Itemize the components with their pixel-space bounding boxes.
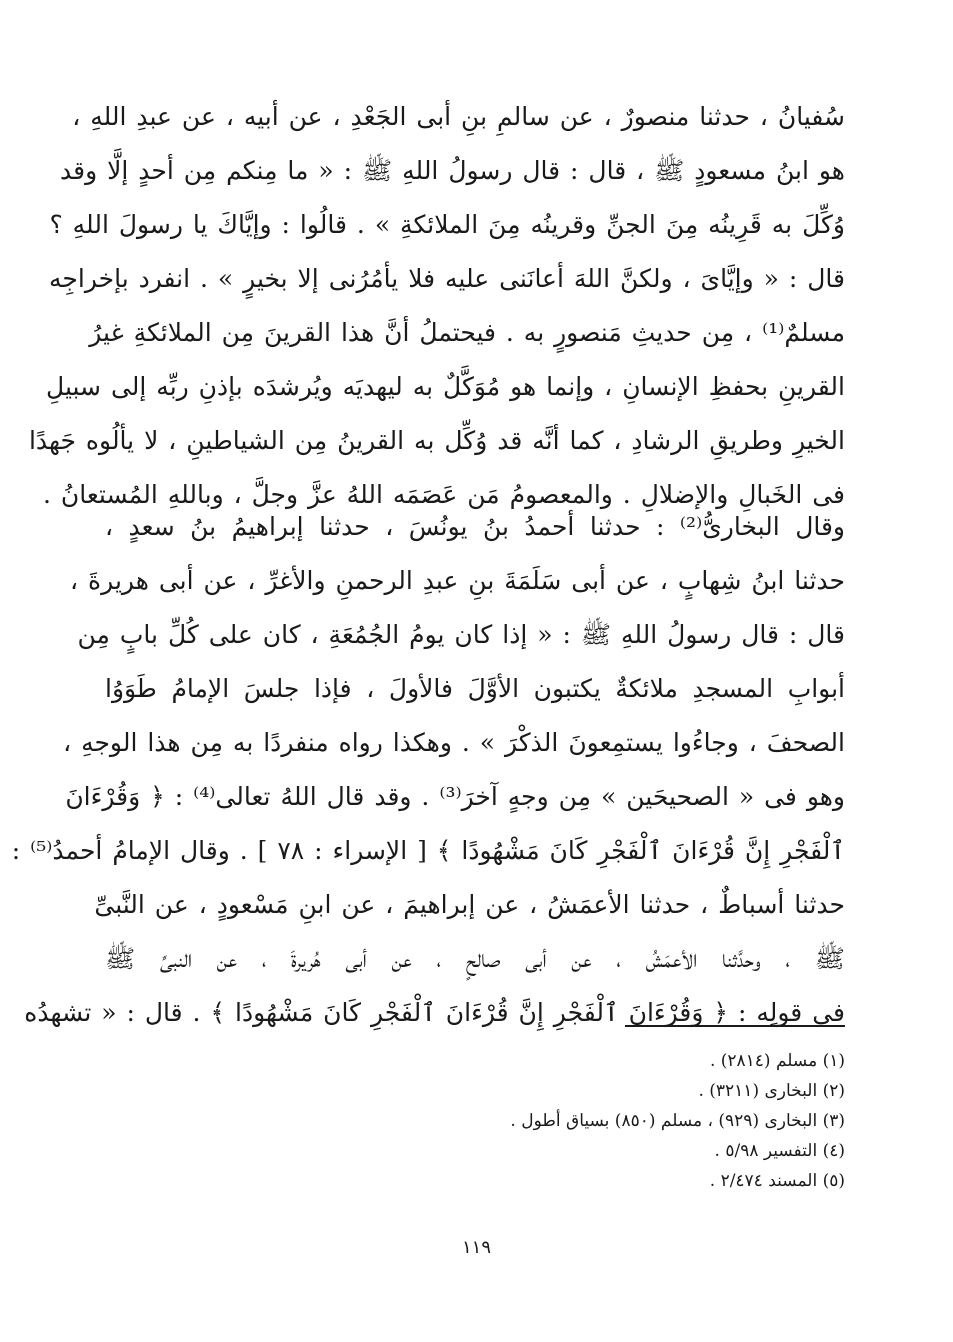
body-paragraph-2 — [11, 500, 845, 1040]
text-line: ٱلْفَجْرِ إِنَّ قُرْءَانَ ٱلْفَجْرِ كَانَ مَشْهُودًا ﴾ [ الإسراء : ٧٨ ] . وقال الإمامُ أحمدُ⁽⁵⁾ : — [11, 836, 845, 865]
text-line: سُفيانُ ، حدثنا منصورٌ ، عن سالمِ بنِ أبى الجَعْدِ ، عن أبيه ، عن عبدِ اللهِ ، — [72, 102, 845, 131]
footnote-separator — [625, 1025, 845, 1027]
page-number: ١١٩ — [461, 1237, 491, 1258]
body-paragraph-1 — [28, 90, 845, 522]
text-line: حدثنا ابنُ شِهابٍ ، عن أبى سَلَمَةَ بنِ عبدِ الرحمنِ والأغرِّ ، عن أبى هريرةَ ، — [70, 566, 845, 595]
text-line: الخيرِ وطريقِ الرشادِ ، كما أنَّه قد وُكِّل به القرينُ مِن الشياطينِ ، لا يألُوه جَهدًا — [28, 426, 845, 455]
text-line: هو ابنُ مسعودٍ ﷺ ، قال : قال رسولُ اللهِ ﷺ : « ما مِنكم مِن أحدٍ إلَّا وقد — [60, 156, 845, 185]
text-line: الصحفَ ، وجاءُوا يستمِعونَ الذكْرَ » . وهكذا رواه منفردًا به مِن هذا الوجهِ ، — [63, 728, 845, 757]
text-line: قال : قال رسولُ اللهِ ﷺ : « إذا كان يومُ الجُمُعَةِ ، كان على كُلِّ بابٍ مِن — [77, 620, 845, 649]
footnote: (٤) التفسير ٥/٩٨ . — [714, 1141, 845, 1161]
text-line: قال : « وإيَّاىَ ، ولكنَّ اللهَ أعانَنى عليه فلا يأمُرُنى إلا بخيرٍ » . انفرد بإخراجِه — [49, 264, 845, 293]
text-line: وُكِّلَ به قَرِينُه مِنَ الجنِّ وقرينُه مِنَ الملائكةِ » . قالُوا : وإيَّاكَ يا رسولَ اللهِ ؟ — [49, 210, 845, 239]
text-line: وهو فى « الصحيحَين » مِن وجهٍ آخرَ⁽³⁾ . وقد قال اللهُ تعالى⁽⁴⁾ : ﴿ وَقُرْءَانَ — [65, 782, 845, 811]
text-line: أبوابِ المسجدِ ملائكةٌ يكتبون الأوَّلَ فالأولَ ، فإذا جلسَ الإمامُ طَوَوُا — [105, 674, 845, 703]
footnote: (٢) البخارى (٣٢١١) . — [698, 1081, 845, 1101]
text-line: القرينِ بحفظِ الإنسانِ ، وإنما هو مُوَكَّلٌ به ليهديَه ويُرشدَه بإذنِ ربِّه إلى سبيلِ — [46, 372, 845, 401]
footnote: (١) مسلم (٢٨١٤) . — [709, 1051, 845, 1071]
text-line: ﷺ ، وحدَّثنا الأعمَشُ ، عن أبى صالحٍ ، عن أبى هُريرةَ ، عن النبىِّ ﷺ — [105, 944, 845, 973]
text-line: فى الخَبالِ والإضلالِ . والمعصومُ مَن عَصَمَه اللهُ عزَّ وجلَّ ، وباللهِ المُستعانُ . — [42, 480, 845, 509]
footnote: (٥) المسند ٢/٤٧٤ . — [709, 1171, 845, 1191]
text-line: فى قولِه : ﴿ وَقُرْءَانَ ٱلْفَجْرِ إِنَّ قُرْءَانَ ٱلْفَجْرِ كَانَ مَشْهُودًا ﴾ . قال : « تشهدُه — [24, 998, 845, 1027]
footnotes — [245, 1046, 845, 1196]
footnote: (٣) البخارى (٩٢٩) ، مسلم (٨٥٠) بسياق أطول . — [510, 1111, 845, 1131]
text-line: وقال البخارىُّ⁽²⁾ : حدثنا أحمدُ بنُ يونُسَ ، حدثنا إبراهيمُ بنُ سعدٍ ، — [105, 512, 845, 541]
text-line: مسلمٌ⁽¹⁾ ، مِن حديثِ مَنصورٍ به . فيحتملُ أنَّ هذا القرينَ مِن الملائكةِ غيرُ — [89, 318, 845, 347]
text-line: حدثنا أسباطٌ ، حدثنا الأعمَشُ ، عن إبراهيمَ ، عن ابنِ مَسْعودٍ ، عن النَّبىِّ — [94, 890, 845, 919]
